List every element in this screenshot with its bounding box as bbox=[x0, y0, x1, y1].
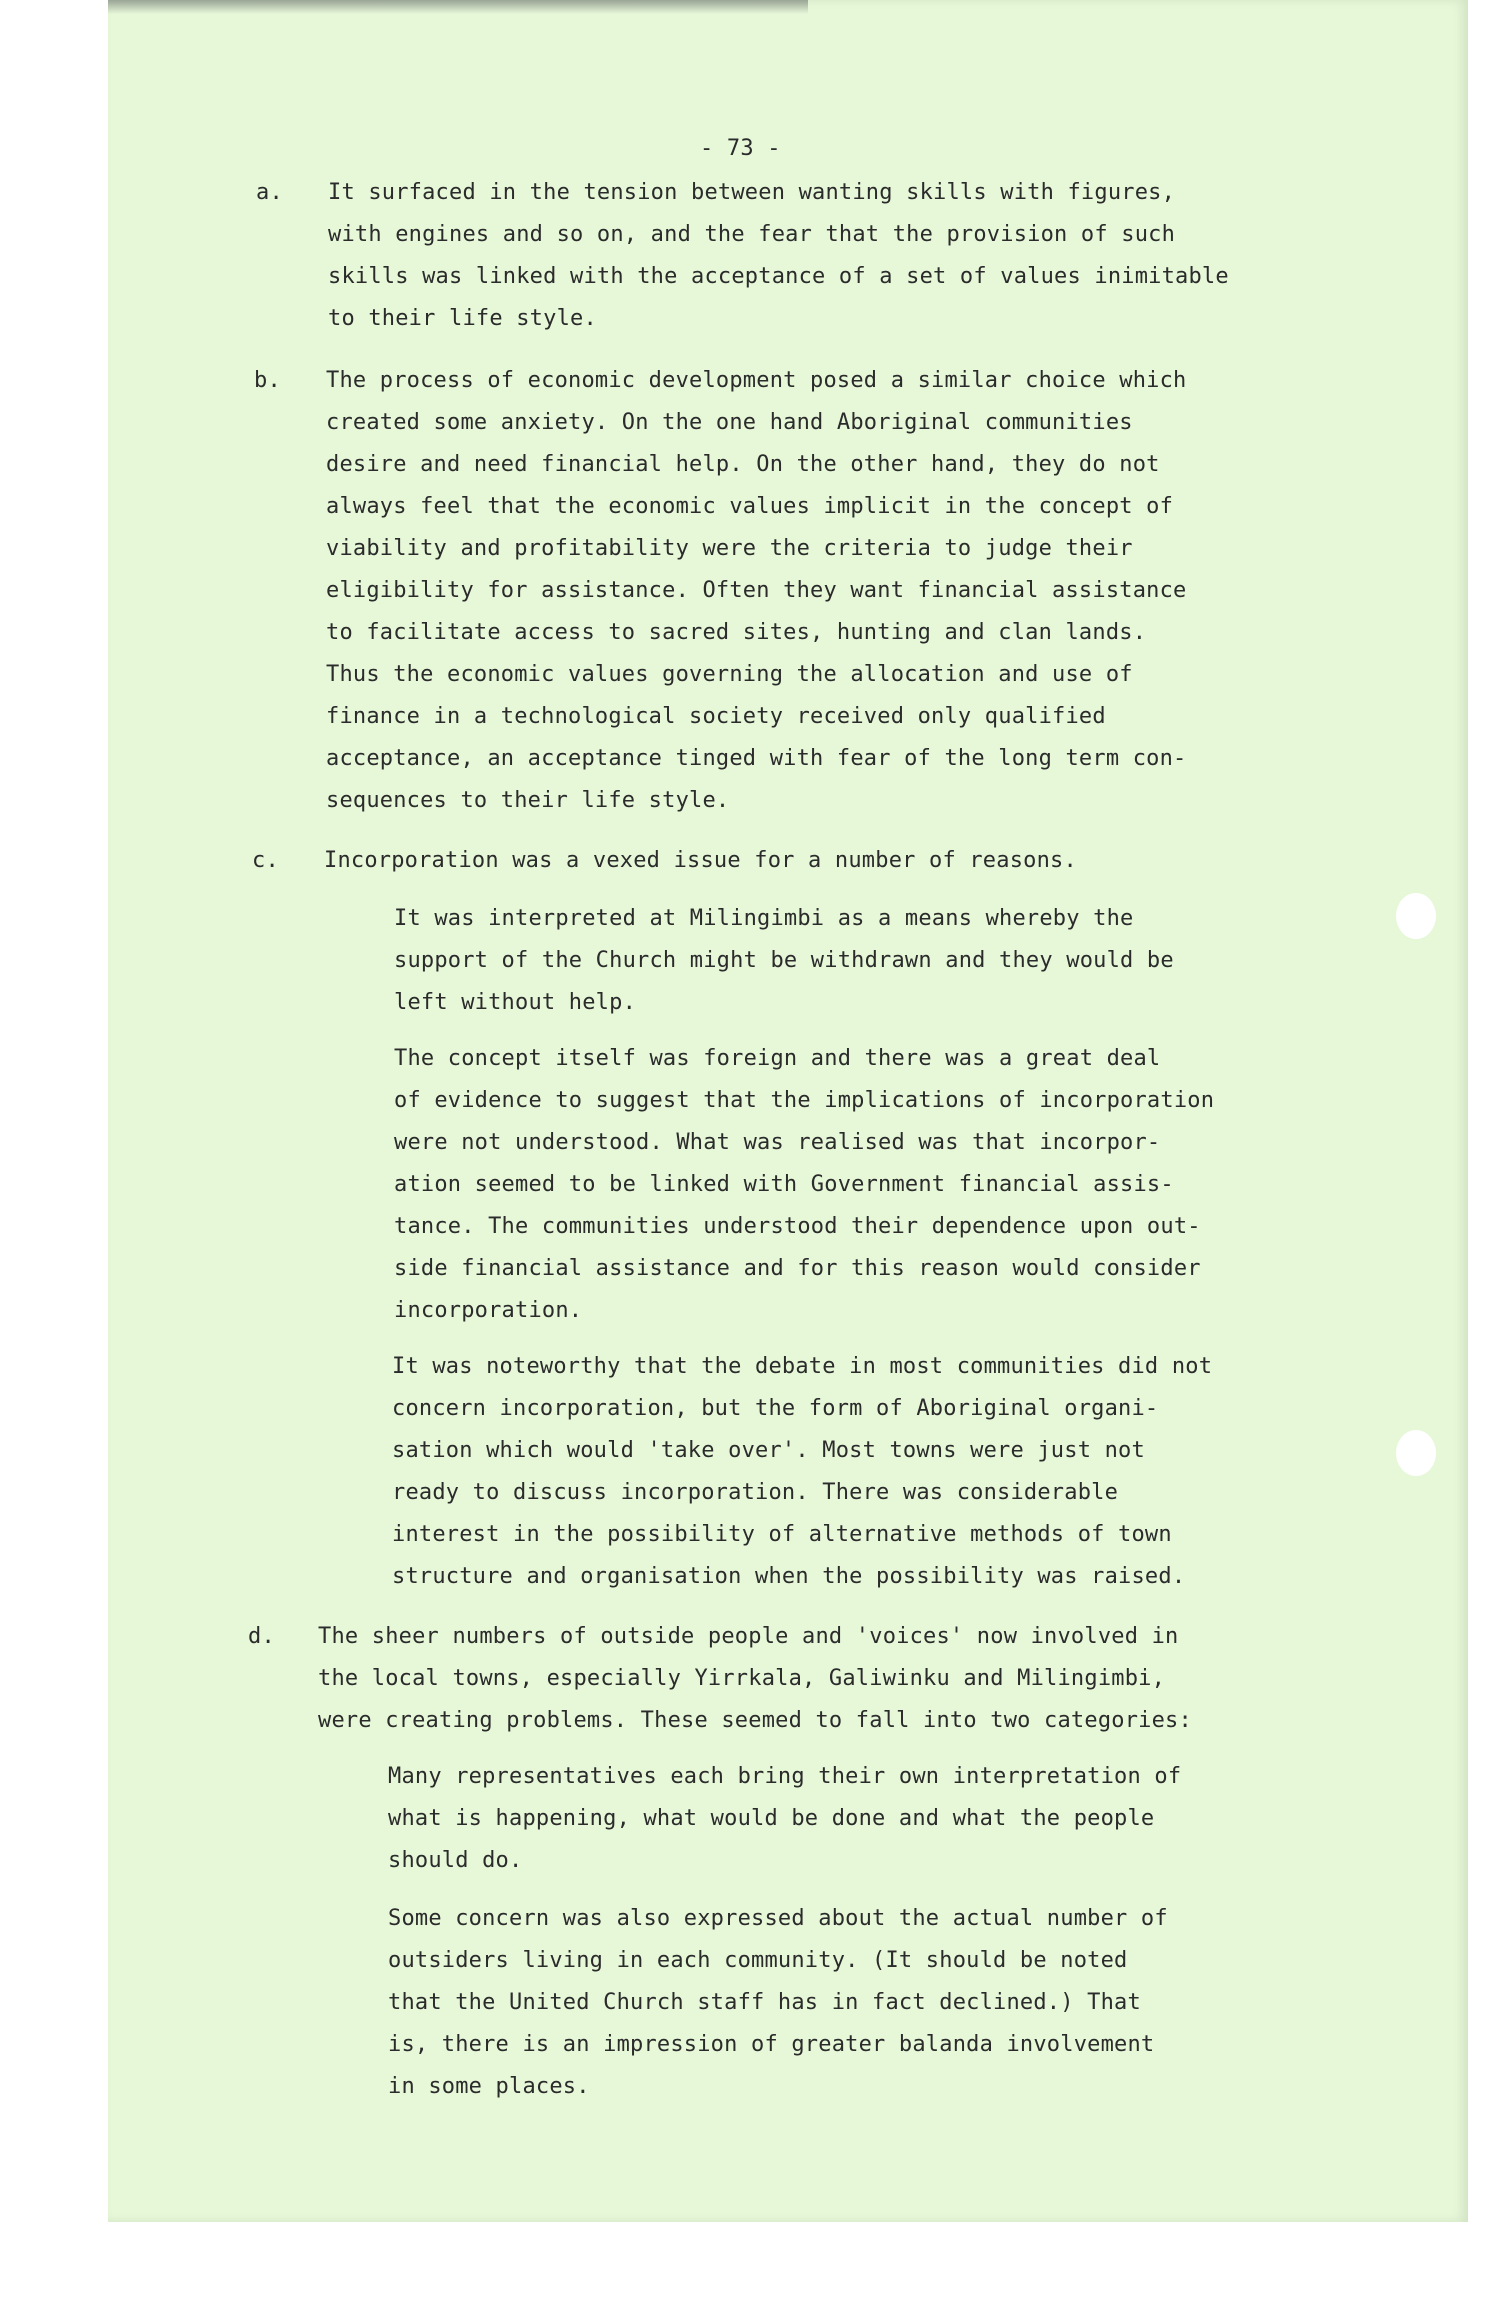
text-line: viability and profitability were the criteria to judge their bbox=[326, 536, 1133, 561]
text-line: tance. The communities understood their dependence upon out- bbox=[394, 1214, 1201, 1239]
text-line: with engines and so on, and the fear that the provision of such bbox=[328, 222, 1176, 247]
text-line: concern incorporation, but the form of Aboriginal organi- bbox=[392, 1396, 1159, 1421]
text-line: sequences to their life style. bbox=[326, 788, 730, 813]
text-line: It was noteworthy that the debate in most communities did not bbox=[392, 1354, 1213, 1379]
text-line: It surfaced in the tension between wanting skills with figures, bbox=[328, 180, 1176, 205]
text-line: Many representatives each bring their own interpretation of bbox=[388, 1764, 1182, 1789]
text-line: ation seemed to be linked with Government financial assis- bbox=[394, 1172, 1174, 1197]
text-line: incorporation. bbox=[394, 1298, 583, 1323]
paper-top-shadow bbox=[108, 0, 808, 14]
punch-hole-lower bbox=[1396, 1430, 1436, 1476]
text-line: to facilitate access to sacred sites, hunting and clan lands. bbox=[326, 620, 1147, 645]
text-line: support of the Church might be withdrawn and they would be bbox=[394, 948, 1174, 973]
text-line: always feel that the economic values implicit in the concept of bbox=[326, 494, 1174, 519]
text-line: Incorporation was a vexed issue for a number of reasons. bbox=[324, 848, 1077, 873]
page-number: - 73 - bbox=[700, 136, 781, 161]
text-line: The sheer numbers of outside people and 'voices' now involved in bbox=[318, 1624, 1179, 1649]
text-line: is, there is an impression of greater balanda involvement bbox=[388, 2032, 1155, 2057]
text-line: side financial assistance and for this reason would consider bbox=[394, 1256, 1201, 1281]
item-marker: b. bbox=[254, 368, 281, 393]
text-line: acceptance, an acceptance tinged with fear of the long term con- bbox=[326, 746, 1187, 771]
item-marker: d. bbox=[248, 1624, 275, 1649]
text-line: ready to discuss incorporation. There was considerable bbox=[392, 1480, 1119, 1505]
text-line: interest in the possibility of alternative methods of town bbox=[392, 1522, 1172, 1547]
text-line: desire and need financial help. On the other hand, they do not bbox=[326, 452, 1160, 477]
text-line: the local towns, especially Yirrkala, Galiwinku and Milingimbi, bbox=[318, 1666, 1166, 1691]
text-line: Some concern was also expressed about the actual number of bbox=[388, 1906, 1168, 1931]
text-line: The process of economic development posed a similar choice which bbox=[326, 368, 1187, 393]
text-line: were not understood. What was realised was that incorpor- bbox=[394, 1130, 1161, 1155]
text-line: Thus the economic values governing the allocation and use of bbox=[326, 662, 1133, 687]
text-line: to their life style. bbox=[328, 306, 597, 331]
item-marker: c. bbox=[252, 848, 279, 873]
text-line: that the United Church staff has in fact declined.) That bbox=[388, 1990, 1141, 2015]
text-line: structure and organisation when the possibility was raised. bbox=[392, 1564, 1186, 1589]
text-line: left without help. bbox=[394, 990, 637, 1015]
text-line: outsiders living in each community. (It should be noted bbox=[388, 1948, 1128, 1973]
text-line: of evidence to suggest that the implications of incorporation bbox=[394, 1088, 1215, 1113]
item-marker: a. bbox=[256, 180, 283, 205]
text-line: were creating problems. These seemed to fall into two categories: bbox=[318, 1708, 1192, 1733]
text-line: sation which would 'take over'. Most towns were just not bbox=[392, 1438, 1145, 1463]
text-line: The concept itself was foreign and there was a great deal bbox=[394, 1046, 1161, 1071]
text-line: should do. bbox=[388, 1848, 523, 1873]
text-line: It was interpreted at Milingimbi as a means whereby the bbox=[394, 906, 1134, 931]
punch-hole-upper bbox=[1396, 893, 1436, 939]
text-line: eligibility for assistance. Often they want financial assistance bbox=[326, 578, 1187, 603]
text-line: in some places. bbox=[388, 2074, 590, 2099]
text-line: created some anxiety. On the one hand Aboriginal communities bbox=[326, 410, 1133, 435]
text-line: finance in a technological society received only qualified bbox=[326, 704, 1106, 729]
text-line: what is happening, what would be done and what the people bbox=[388, 1806, 1155, 1831]
text-line: skills was linked with the acceptance of a set of values inimitable bbox=[328, 264, 1229, 289]
